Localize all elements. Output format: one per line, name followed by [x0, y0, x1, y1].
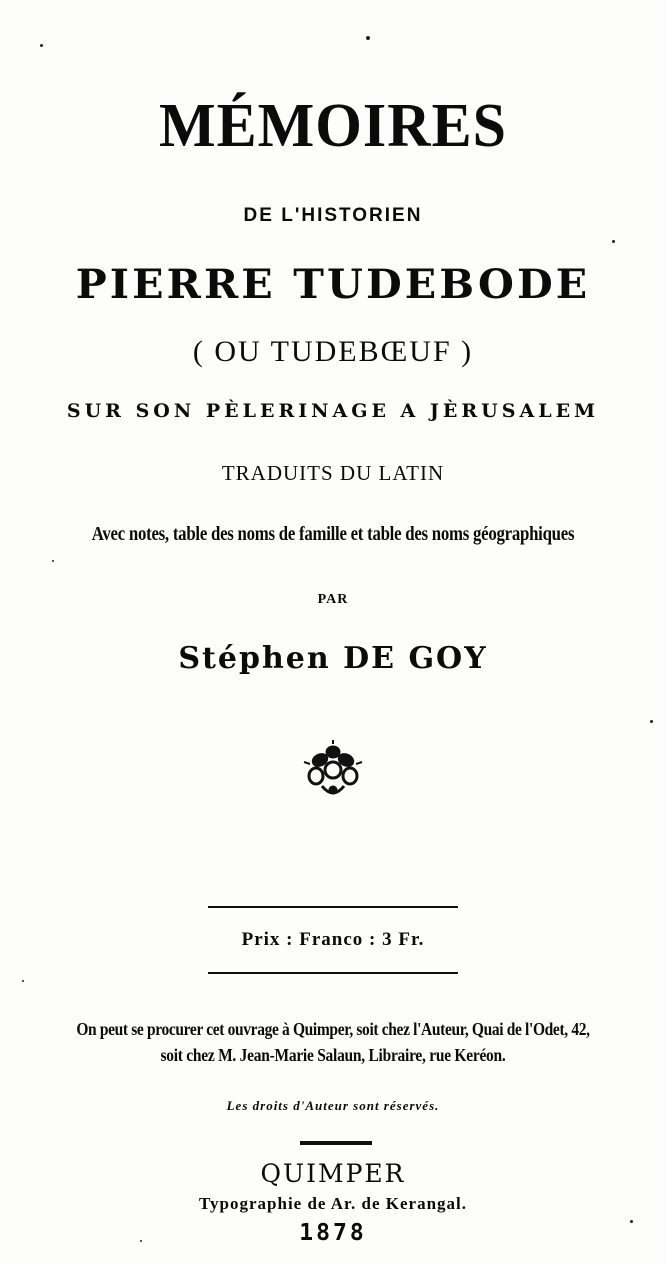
scan-speck [52, 560, 54, 562]
scan-speck [612, 240, 615, 243]
notes-description: Avec notes, table des noms de famille et table des noms géographiques [91, 523, 575, 545]
book-title: MÉMOIRES [158, 90, 508, 160]
price-label: Prix : Franco : 3 Fr. [241, 929, 425, 950]
availability-line-1: On peut se procurer cet ouvrage à Quimper, soit chez l'Auteur, Quai de l'Odet, 42, [76, 1019, 590, 1039]
short-divider-rule [300, 1141, 372, 1145]
scan-speck [140, 1240, 142, 1242]
top-divider-rule [208, 906, 458, 908]
floral-vignette-icon [300, 740, 366, 802]
translation-note: TRADUITS DU LATIN [221, 461, 445, 485]
by-label: PAR [317, 592, 349, 607]
scan-speck [366, 36, 370, 40]
availability-line-2: soit chez M. Jean-Marie Salaun, Libraire, rue Keréon. [160, 1045, 506, 1065]
scan-speck [630, 1220, 633, 1223]
editor-name: Stéphen DE GOY [178, 641, 488, 676]
scan-speck [650, 720, 653, 723]
alternate-name: ( OU TUDEBŒUF ) [192, 335, 474, 368]
bottom-divider-rule [208, 972, 458, 974]
author-name: PIERRE TUDEBODE [75, 261, 591, 308]
publication-city: QUIMPER [260, 1159, 406, 1188]
scan-speck [22, 980, 24, 982]
printer-name: Typographie de Ar. de Kerangal. [198, 1194, 468, 1213]
subtitle-prefix: DE L'HISTORIEN [243, 205, 423, 226]
pilgrimage-subtitle: SUR SON PÈLERINAGE A JÈRUSALEM [66, 400, 600, 422]
rights-notice: Les droits d'Auteur sont réservés. [226, 1098, 440, 1113]
scan-speck [40, 44, 43, 47]
publication-year: 1878 [299, 1220, 367, 1246]
